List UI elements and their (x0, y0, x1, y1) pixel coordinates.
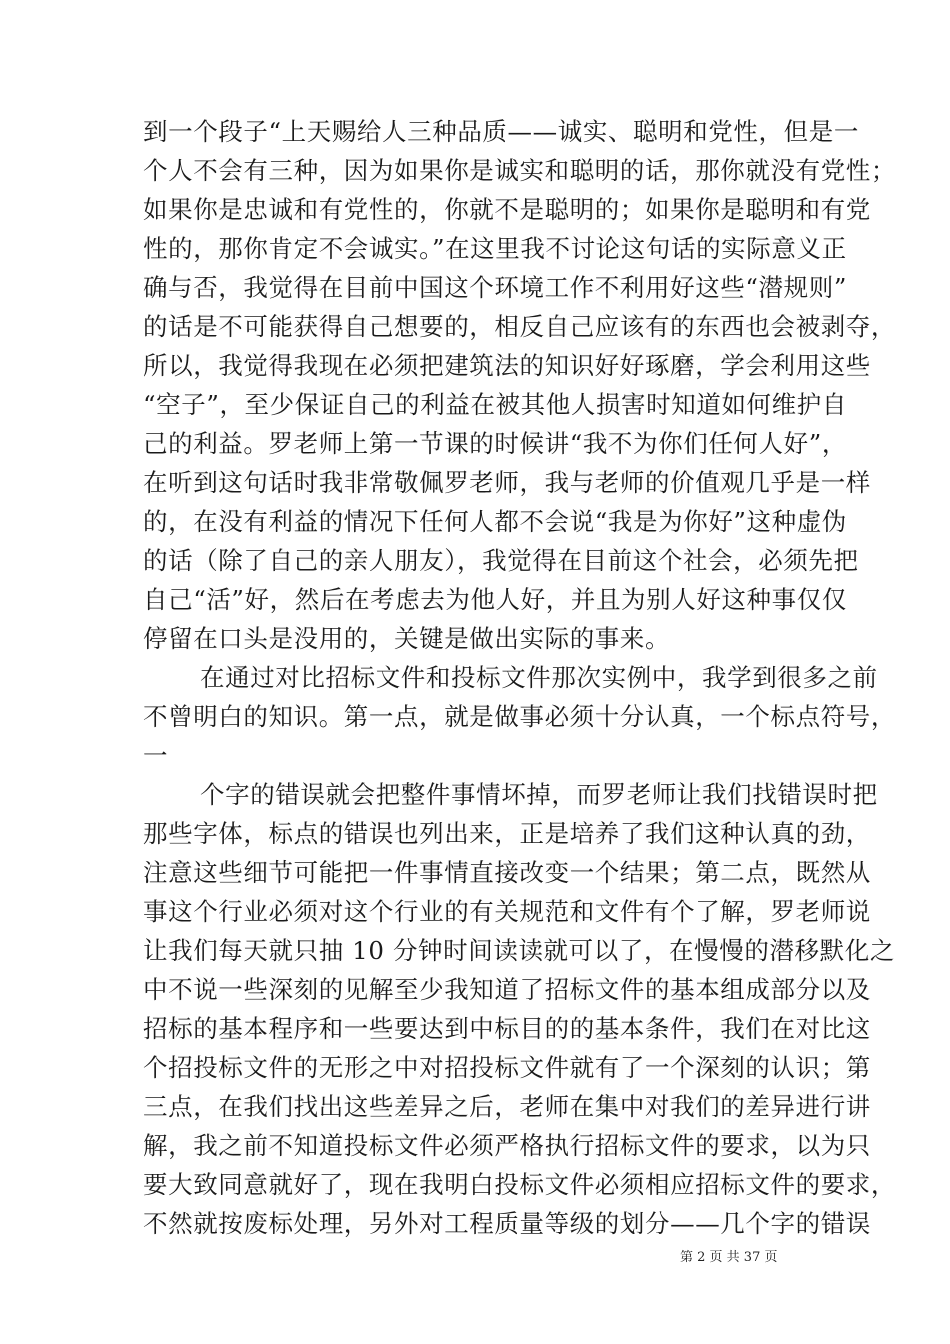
text-line: 不然就按废标处理，另外对工程质量等级的划分——几个字的错误 (143, 1209, 871, 1238)
text-line: 性的，那你肯定不会诚实。”在这里我不讨论这句话的实际意义正 (143, 234, 847, 263)
text-line: 让我们每天就只抽 10 分钟时间读读就可以了，在慢慢的潜移默化之 (143, 936, 895, 965)
text-line: 的，在没有利益的情况下任何人都不会说“我是为你好”这种虚伪 (143, 507, 847, 536)
text-line: 个人不会有三种，因为如果你是诚实和聪明的话，那你就没有党性； (143, 156, 896, 185)
text-line: 如果你是忠诚和有党性的，你就不是聪明的；如果你是聪明和有党 (143, 195, 871, 224)
text-line: 所以，我觉得我现在必须把建筑法的知识好好琢磨，学会利用这些 (143, 351, 871, 380)
text-line: 解，我之前不知道投标文件必须严格执行招标文件的要求，以为只 (143, 1131, 871, 1160)
text-line: 到一个段子“上天赐给人三种品质——诚实、聪明和党性，但是一 (143, 117, 859, 146)
text-line: 注意这些细节可能把一件事情直接改变一个结果；第二点，既然从 (143, 858, 871, 887)
text-line: 的话是不可能获得自己想要的，相反自己应该有的东西也会被剥夺， (143, 312, 896, 341)
text-line: 招标的基本程序和一些要达到中标目的的基本条件，我们在对比这 (143, 1014, 871, 1043)
text-line: 个字的错误就会把整件事情坏掉，而罗老师让我们找错误时把 (200, 780, 878, 809)
page-number: 第 2 页 共 37 页 (680, 1250, 778, 1265)
text-line: 个招投标文件的无形之中对招投标文件就有了一个深刻的认识；第 (143, 1053, 871, 1082)
text-line: 在听到这句话时我非常敬佩罗老师，我与老师的价值观几乎是一样 (143, 468, 871, 497)
text-line: 事这个行业必须对这个行业的有关规范和文件有个了解，罗老师说 (143, 897, 871, 926)
text-line: 在通过对比招标文件和投标文件那次实例中，我学到很多之前 (200, 663, 878, 692)
text-line: 那些字体，标点的错误也列出来，正是培养了我们这种认真的劲， (143, 819, 871, 848)
text-line: “空子”，至少保证自己的利益在被其他人损害时知道如何维护自 (143, 390, 847, 419)
text-line: 自己“活”好，然后在考虑去为他人好，并且为别人好这种事仅仅 (143, 585, 847, 614)
text-line: 确与否，我觉得在目前中国这个环境工作不利用好这些“潜规则” (143, 273, 847, 302)
text-line: 中不说一些深刻的见解至少我知道了招标文件的基本组成部分以及 (143, 975, 871, 1004)
text-line: 的话（除了自己的亲人朋友），我觉得在目前这个社会，必须先把 (143, 546, 859, 575)
text-line: 不曾明白的知识。第一点，就是做事必须十分认真，一个标点符号， (143, 702, 896, 731)
text-line: 三点，在我们找出这些差异之后，老师在集中对我们的差异进行讲 (143, 1092, 871, 1121)
text-line: 停留在口头是没用的，关键是做出实际的事来。 (143, 624, 671, 653)
text-line: 要大致同意就好了，现在我明白投标文件必须相应招标文件的要求， (143, 1170, 896, 1199)
text-line: 一 (143, 741, 169, 770)
text-line: 己的利益。罗老师上第一节课的时候讲“我不为你们任何人好”， (143, 429, 847, 458)
